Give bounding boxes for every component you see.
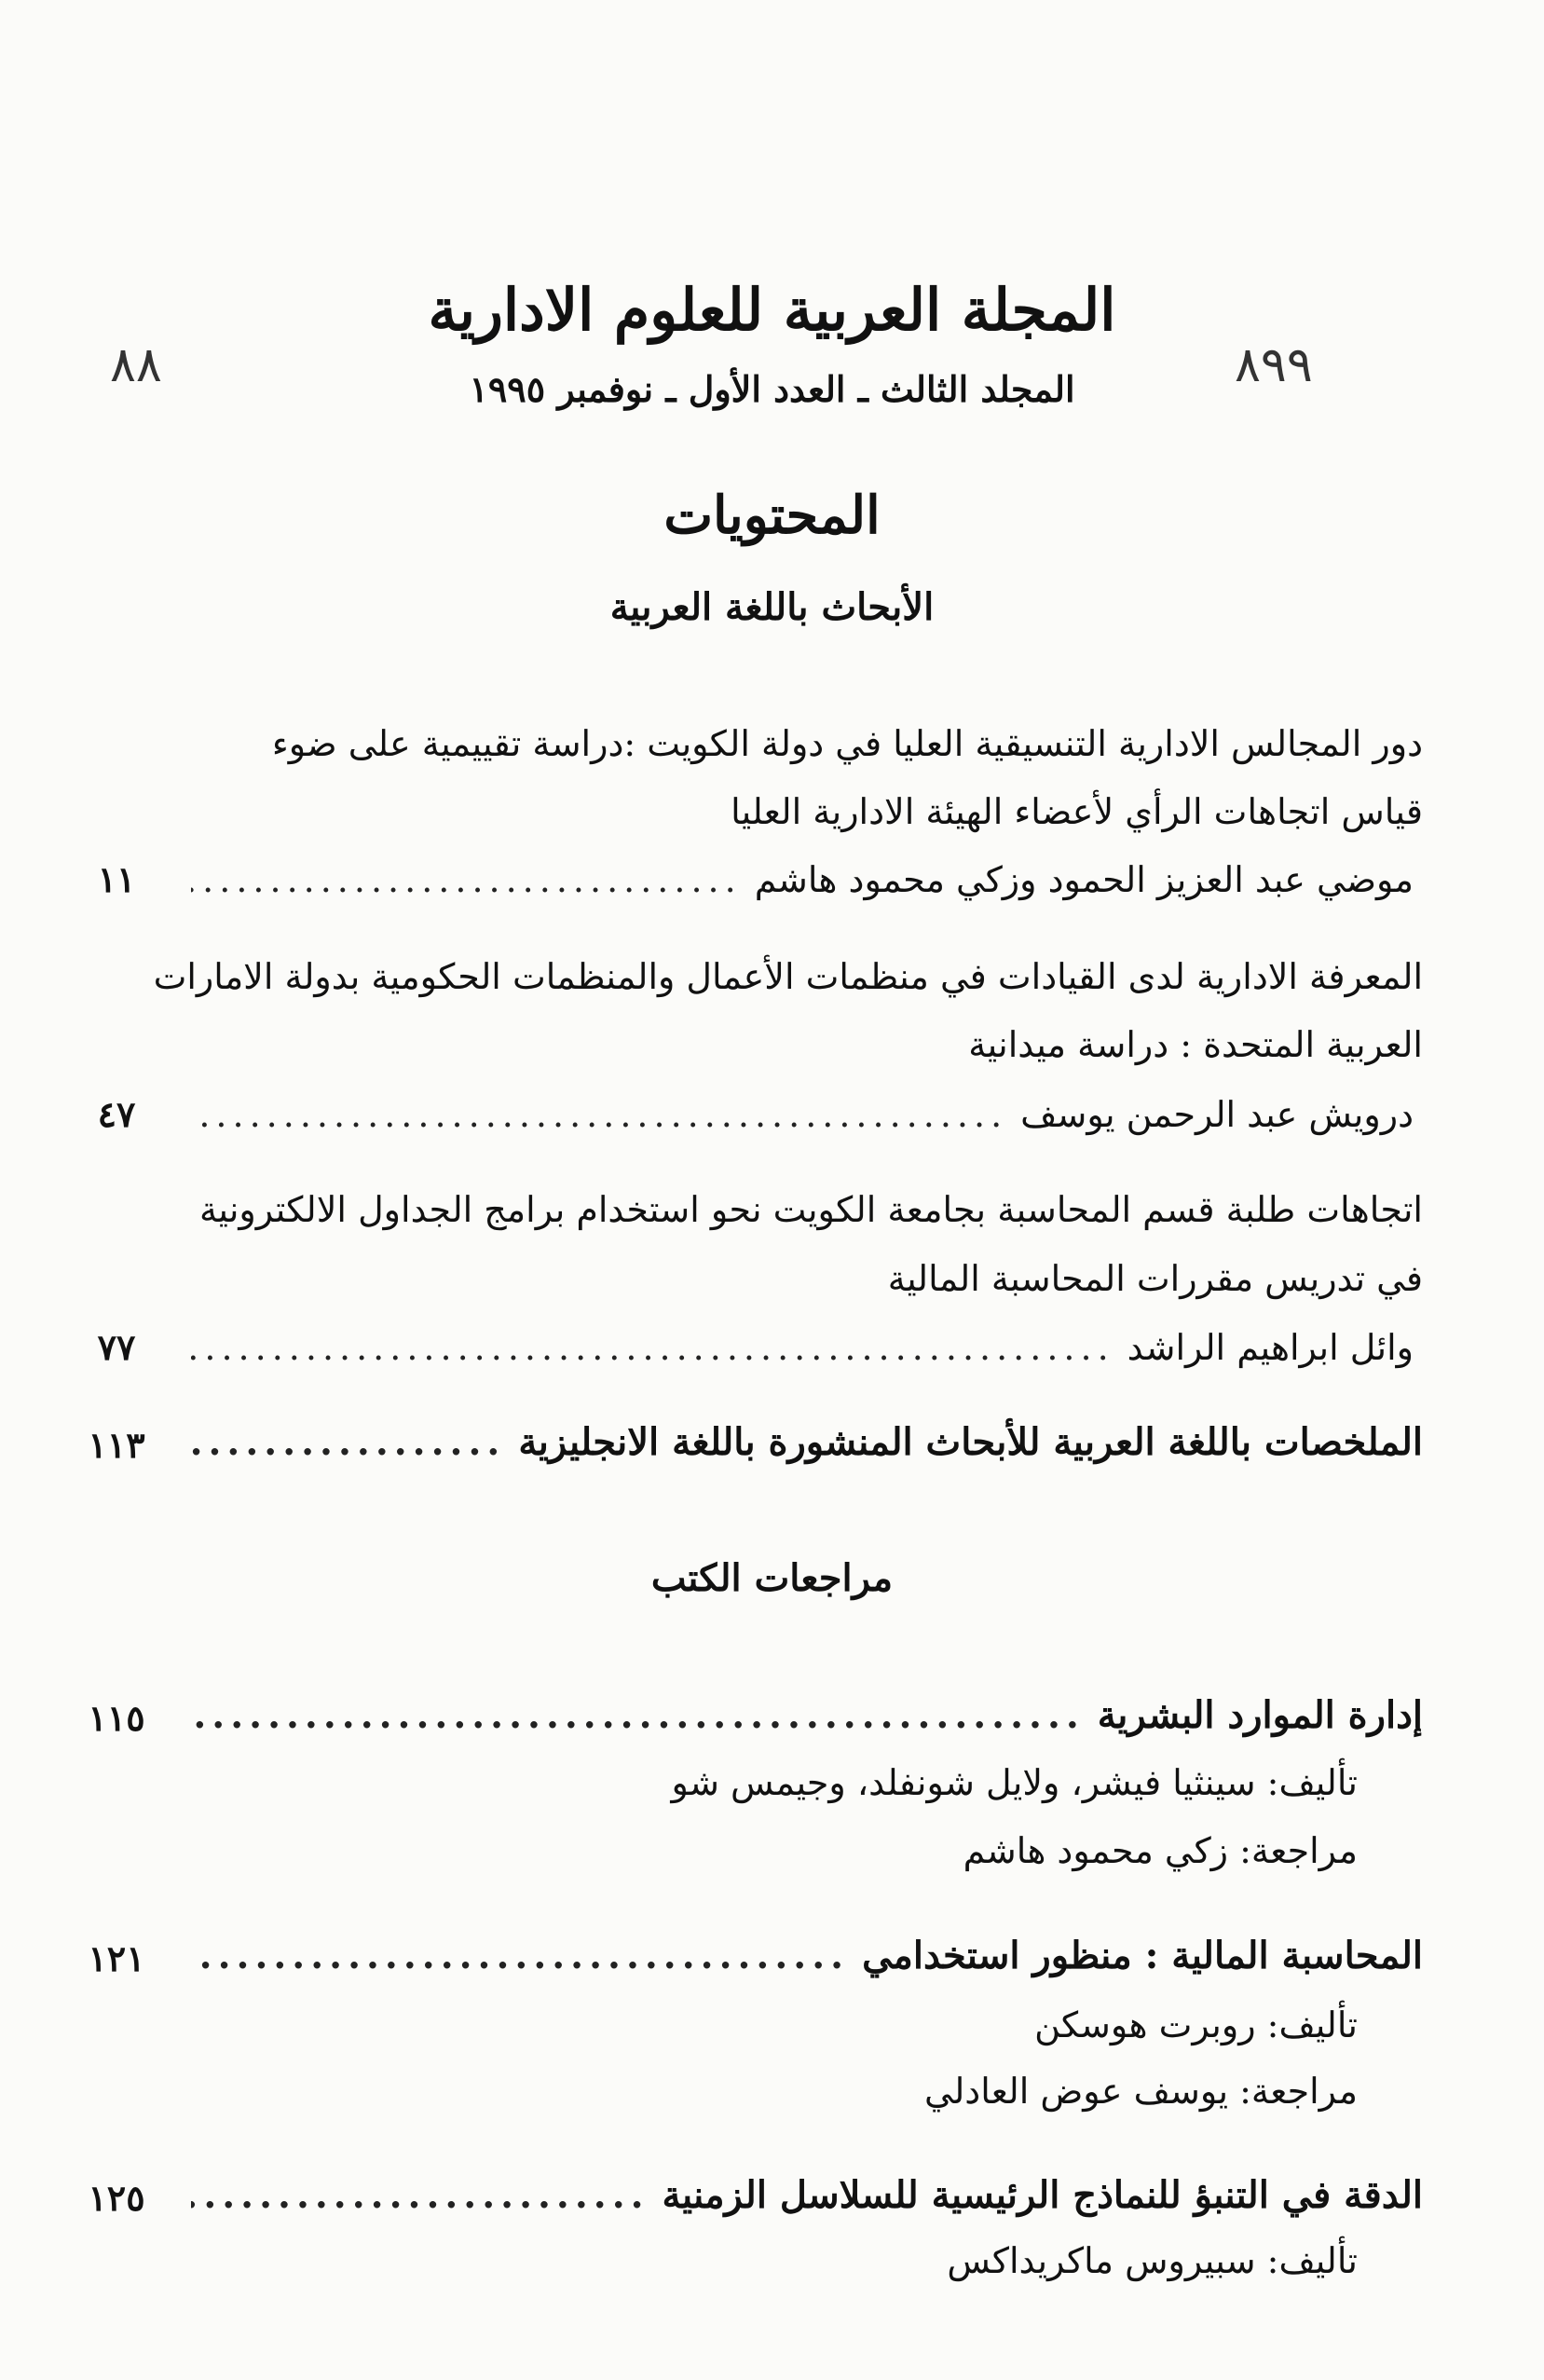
leader-dots	[191, 1090, 1007, 1139]
book-reviews-heading: مراجعات الكتب	[650, 1556, 894, 1600]
contents-heading: المحتويات	[663, 485, 881, 546]
review-title: الدقة في التنبؤ للنماذج الرئيسية للسلاسل الزمنية	[662, 2173, 1423, 2217]
leader-dots	[191, 1323, 1114, 1372]
page-number: ١٢٥	[88, 2177, 145, 2219]
review-title-row	[191, 1932, 1423, 1980]
article-title-line: اتجاهات طلبة قسم المحاسبة بجامعة الكويت نحو استخدام برامج الجداول الالكترونية	[199, 1189, 1423, 1230]
leader-dots	[191, 1932, 849, 1980]
abstracts-label: الملخصات باللغة العربية للأبحاث المنشورة باللغة الانجليزية	[518, 1420, 1423, 1464]
page-number: ١١٣	[88, 1424, 145, 1466]
page-number: ٤٧	[97, 1093, 136, 1135]
journal-title: المجلة العربية للعلوم الادارية	[428, 276, 1116, 344]
review-reviewer: مراجعة: زكي محمود هاشم	[963, 1830, 1358, 1871]
review-author: تأليف: سينثيا فيشر، ولايل شونفلد، وجيمس شو	[671, 1762, 1358, 1803]
review-title-row	[191, 1691, 1423, 1740]
handwritten-note-right: ٨٩٩	[1235, 337, 1313, 393]
article-authors: درويش عبد الرحمن يوسف	[1020, 1094, 1414, 1135]
article-author-row	[191, 1323, 1423, 1372]
article-authors: وائل ابراهيم الراشد	[1127, 1327, 1414, 1368]
leader-dots	[191, 855, 742, 904]
article-title-line: المعرفة الادارية لدى القيادات في منظمات الأعمال والمنظمات الحكومية بدولة الامارات	[153, 956, 1423, 997]
page-number: ١١	[97, 858, 136, 900]
leader-dots	[191, 2171, 649, 2220]
review-title: المحاسبة المالية : منظور استخدامي	[862, 1934, 1423, 1977]
article-title-line: في تدريس مقررات المحاسبة المالية	[887, 1258, 1423, 1299]
review-title: إدارة الموارد البشرية	[1097, 1693, 1423, 1737]
handwritten-note-left: ٨٨	[110, 337, 162, 393]
article-authors: موضي عبد العزيز الحمود وزكي محمود هاشم	[754, 859, 1414, 900]
article-title-line: العربية المتحدة : دراسة ميدانية	[968, 1024, 1423, 1065]
leader-dots	[191, 1691, 1085, 1740]
arabic-research-heading: الأبحاث باللغة العربية	[609, 585, 935, 629]
article-author-row	[191, 855, 1423, 904]
article-title-line: دور المجالس الادارية التنسيقية العليا في دولة الكويت :دراسة تقييمية على ضوء	[271, 723, 1423, 764]
issue-info: المجلد الثالث ـ العدد الأول ـ نوفمبر ١٩٩٥	[469, 368, 1075, 410]
abstracts-row	[191, 1418, 1423, 1467]
page-number: ١١٥	[88, 1697, 145, 1739]
page-number: ٧٧	[97, 1326, 136, 1368]
review-reviewer: مراجعة: يوسف عوض العادلي	[924, 2071, 1358, 2112]
article-title-line: قياس اتجاهات الرأي لأعضاء الهيئة الادارية العليا	[731, 791, 1423, 832]
review-author: تأليف: روبرت هوسكن	[1034, 2004, 1358, 2045]
page-number: ١٢١	[88, 1937, 145, 1979]
review-author: تأليف: سبيروس ماكريداكس	[947, 2240, 1358, 2281]
article-author-row	[191, 1090, 1423, 1139]
review-title-row	[191, 2171, 1423, 2220]
leader-dots	[191, 1418, 505, 1467]
